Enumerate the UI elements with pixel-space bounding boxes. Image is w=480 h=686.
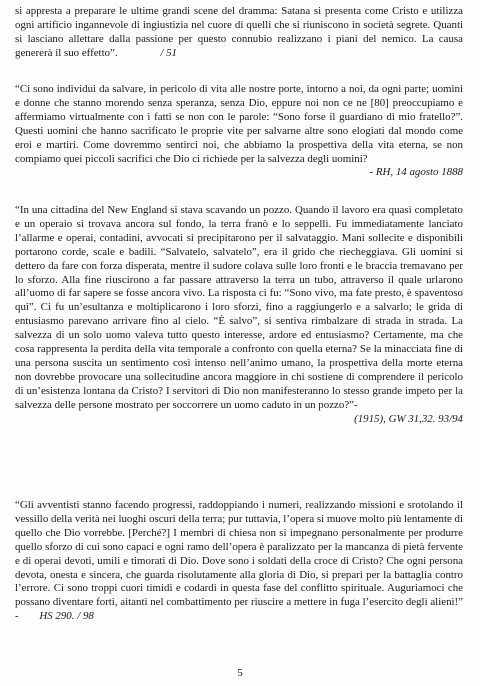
paragraph-2-text: “Ci sono individui da salvare, in pericolo di vita alle nostre porte, intorno a noi, da ogni parte; uomini e donne che stanno morendo senza speranza, senza Dio, eppure noi non ce ne [80] preoccupiamo e affermiamo virtualmente con i fatti se non con le parole: “Sono forse il guardiano di mio fratello?”. Questi uomini che hanno sacrificato le proprie vite per salvarne altre sono elogiati dal mondo come eroi e martiri. Come dovremmo sentirci noi, che abbiamo la prospettiva della vita eterna, se non compiamo quei piccoli sacrifici che Dio ci richiede per la salvezza degli uomini?: [15, 83, 463, 165]
paragraph-1-reference: / 51: [160, 46, 177, 59]
paragraph-4: [15, 499, 463, 624]
paragraph-2-reference: - RH, 14 agosto 1888: [369, 166, 463, 179]
paragraph-2: [15, 83, 463, 180]
paragraph-3: [15, 204, 463, 427]
paragraph-4-text: “Gli avventisti stanno facendo progressi, raddoppiando i numeri, realizzando missioni e srotolando il vessillo della verità nei luoghi oscuri della terra; pur tuttavia, l’opera si muove molto più lentamente di quello che Dio vorrebbe. [Perché?] I membri di chiesa non si impegnano personalmente per produrre quello sforzo di cui sono capaci e ogni ramo dell’opera è paralizzato per la mancanza di pietà fervente e di operai devoti, umili e timorati di Dio. Dove sono i soldati della croce di Cristo? Che ogni persona devota, onesta e sincera, che guarda risolutamente alla gloria di Dio, si prepari per la battaglia contro l’errore. Ci sono troppi cuori timidi e codardi in questa fase del conflitto spirituale. Auguriamoci che possano diventare forti, aitanti nel combattimento per riuscire a mettere in fuga l’esercito degli alieni!” -: [15, 499, 463, 623]
paragraph-1-text: si appresta a preparare le ultime grandi scene del dramma: Satana si presenta come Cristo e utilizza ogni artificio ingannevole di ingiustizia nel cuore di quelli che si riuniscono in società segrete. Quanti si lasciano allettare dalla passione per questo connubio realizzano i piani del nemico. La causa genererà il suo effetto”.: [15, 5, 463, 59]
paragraph-3-reference: (1915), GW 31,32. 93/94: [354, 412, 463, 425]
paragraph-4-reference: HS 290. / 98: [39, 610, 94, 623]
paragraph-3-text: “In una cittadina del New England si stava scavando un pozzo. Quando il lavoro era quasi completato e un operaio si trovava ancora sul fondo, la terra franò e lo seppellì. Fu immediatamente lanciato l’allarme e operai, contadini, avvocati si precipitarono per il salvataggio. Mani sollecite e disponibili portarono corde, scale e badili. “Salvatelo, salvatelo”, era il grido che riecheggiava. Gli uomini si dettero da fare con forza disperata, mentre il sudore colava sulle loro fronti e le braccia tremavano per lo sforzo. Alla fine riuscirono a far passare attraverso la terra un tubo, attraverso il quale urlarono all’uomo di far sapere se fosse ancora vivo. La risposta ci fu: “Sono vivo, ma fate presto, è spaventoso qui”. Ci fu un’esultanza e moltiplicarono i loro sforzi, fino a raggiungerlo e a salvarlo; le grida di entusiasmo parevano arrivare fino al cielo. “È salvo”, si sentiva rimbalzare di strada in strada. La salvezza di un solo uomo valeva tutto questo interesse, ardore ed entusiasmo? Certamente, ma che cosa rappresenta la perdita della vita temporale a confronto con quella eterna? Se la minacciata fine di una persona suscita un sentimento così intenso nell’animo umano, la prospettiva della morte eterna non dovrebbe provocare una sollecitudine ancora maggiore in chi sostiene di comprendere il pericolo di un’esistenza lontana da Cristo? I servitori di Dio non manifesteranno lo stesso grande impeto per la salvezza delle persone mostrato per soccorrere un uomo caduto in un pozzo?”-: [15, 204, 463, 411]
page-number: 5: [237, 667, 243, 679]
paragraph-1: [15, 5, 463, 61]
